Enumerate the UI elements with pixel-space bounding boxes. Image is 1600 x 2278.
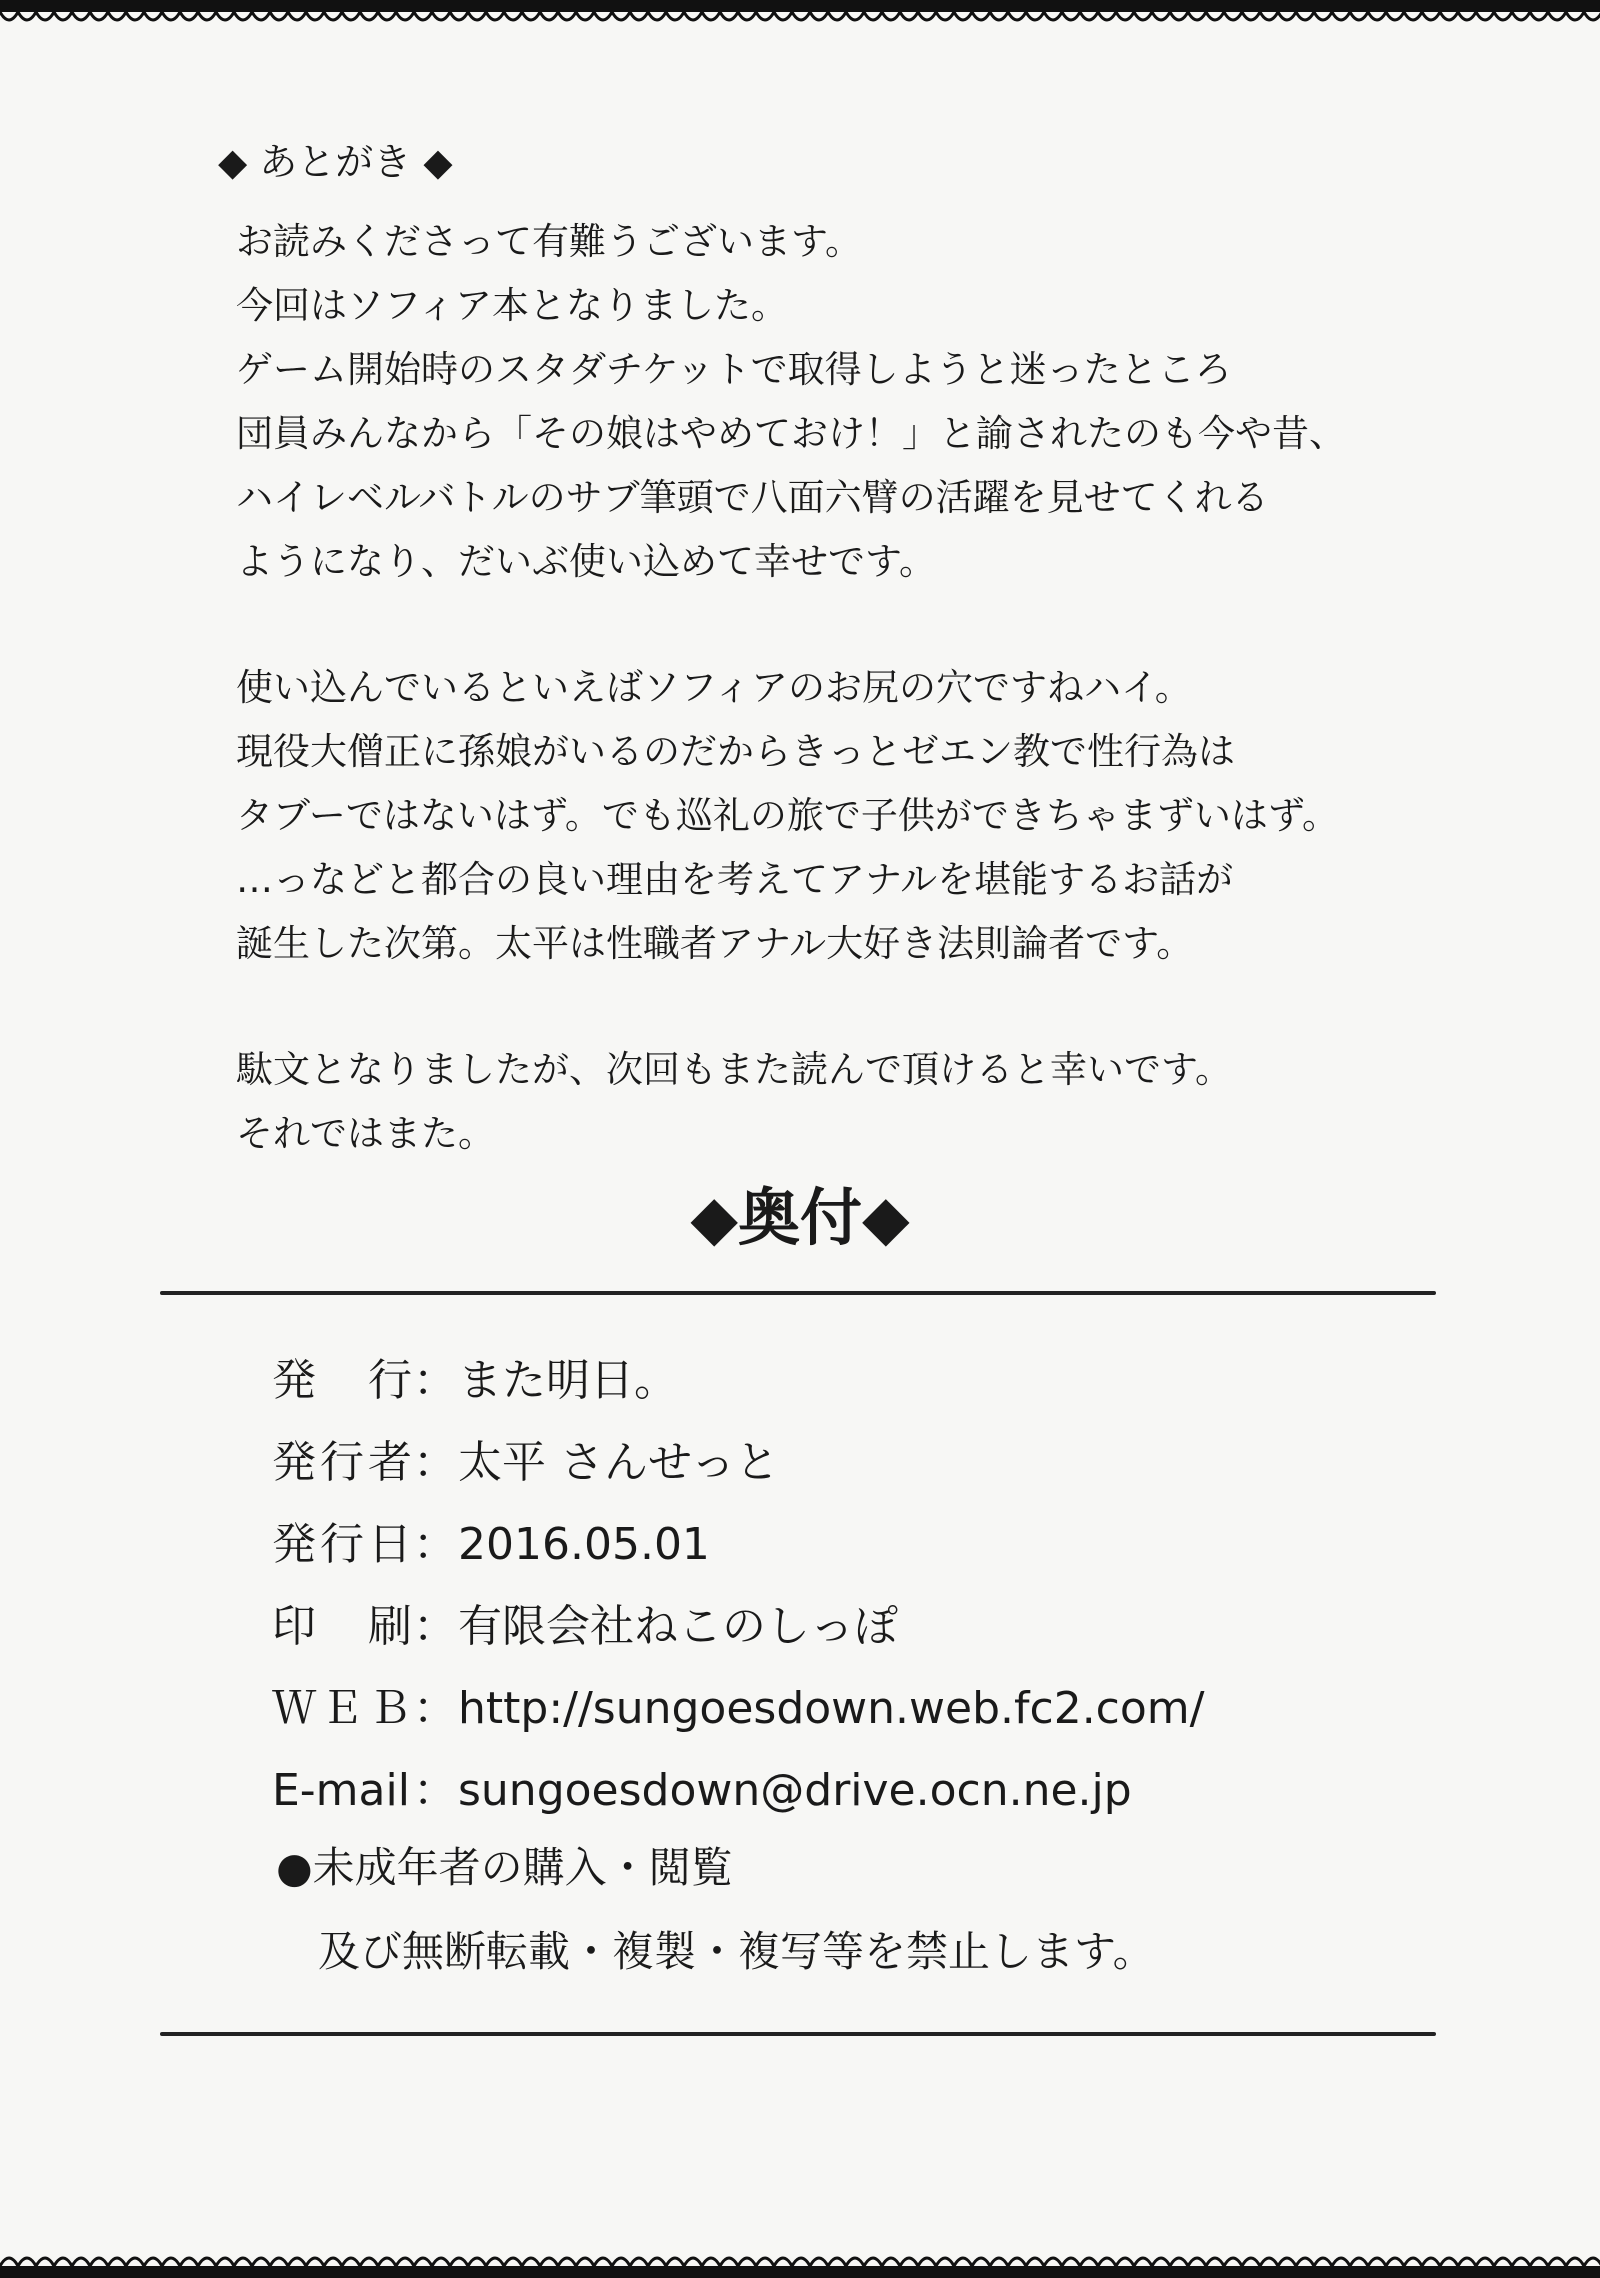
afterword-line: 使い込んでいるといえばソフィアのお尻の穴ですねハイ。 — [236, 666, 1192, 709]
afterword-line: …っなどと都合の良い理由を考えてアナルを堪能するお話が — [236, 858, 1234, 901]
colophon-value: また明日。 — [458, 1355, 678, 1406]
colophon-list — [272, 1340, 1422, 1832]
colophon-value: 2016.05.01 — [458, 1519, 710, 1570]
colophon-label: E-mail — [272, 1765, 410, 1816]
colophon-separator: ： — [413, 1683, 457, 1734]
colophon-label: 発 行 — [272, 1355, 412, 1406]
colophon-row-email — [272, 1750, 1422, 1832]
paragraph-gap — [236, 594, 1436, 656]
email-address: sungoesdown@drive.ocn.ne.jp — [458, 1765, 1132, 1816]
divider-bottom — [160, 2032, 1436, 2036]
colophon-label: 発行者 — [272, 1437, 412, 1488]
colophon-title: ◆奥付◆ — [690, 1181, 910, 1254]
bottom-decorative-border — [0, 2248, 1600, 2278]
afterword-body — [236, 210, 1436, 1166]
notice-line-2: 及び無断転載・複製・複写等を禁止します。 — [318, 1927, 1155, 1976]
colophon-separator: ： — [413, 1765, 457, 1816]
afterword-line: ゲーム開始時のスタダチケットで取得しようと迷ったところ — [236, 348, 1232, 391]
afterword-line: それではまた。 — [236, 1112, 495, 1155]
colophon-separator: ： — [413, 1519, 457, 1570]
colophon-label: 発行日 — [272, 1519, 412, 1570]
afterword-line: タブーではないはず。でも巡礼の旅で子供ができちゃまずいはず。 — [236, 794, 1339, 837]
age-restriction-notice — [276, 1826, 1155, 1994]
colophon-row-web — [272, 1668, 1422, 1750]
website-url: http://sungoesdown.web.fc2.com/ — [458, 1683, 1205, 1734]
colophon-row-printer — [272, 1586, 1422, 1668]
colophon-separator: ： — [413, 1437, 457, 1488]
notice-line-1: ●未成年者の購入・閲覧 — [276, 1843, 733, 1892]
colophon-separator: ： — [413, 1601, 457, 1652]
colophon-row-publisher-name — [272, 1422, 1422, 1504]
afterword-line: 誕生した次第。太平は性職者アナル大好き法則論者です。 — [236, 922, 1194, 965]
afterword-line: ハイレベルバトルのサブ筆頭で八面六臂の活躍を見せてくれる — [236, 476, 1269, 519]
afterword-line: 今回はソフィア本となりました。 — [236, 284, 789, 327]
top-decorative-border — [0, 0, 1600, 30]
paragraph-gap — [236, 976, 1436, 1038]
afterword-line: 現役大僧正に孫娘がいるのだからきっとゼエン教で性行為は — [236, 730, 1235, 773]
colophon-separator: ： — [413, 1355, 457, 1406]
colophon-label: 印 刷 — [272, 1601, 412, 1652]
afterword-line: 駄文となりましたが、次回もまた読んで頂けると幸いです。 — [236, 1048, 1233, 1091]
colophon-row-publisher-circle — [272, 1340, 1422, 1422]
divider-top — [160, 1291, 1436, 1295]
colophon-row-date — [272, 1504, 1422, 1586]
afterword-heading: ◆ あとがき ◆ — [218, 140, 453, 184]
colophon-label: ＷＥＢ — [272, 1683, 412, 1734]
afterword-line: ようになり、だいぶ使い込めて幸せです。 — [236, 540, 937, 583]
colophon-value: 太平 さんせっと — [458, 1437, 780, 1488]
afterword-line: お読みくださって有難うございます。 — [236, 220, 863, 263]
colophon-value: 有限会社ねこのしっぽ — [458, 1601, 898, 1652]
afterword-line: 団員みんなから「その娘はやめておけ！」と諭されたのも今や昔、 — [236, 412, 1346, 455]
